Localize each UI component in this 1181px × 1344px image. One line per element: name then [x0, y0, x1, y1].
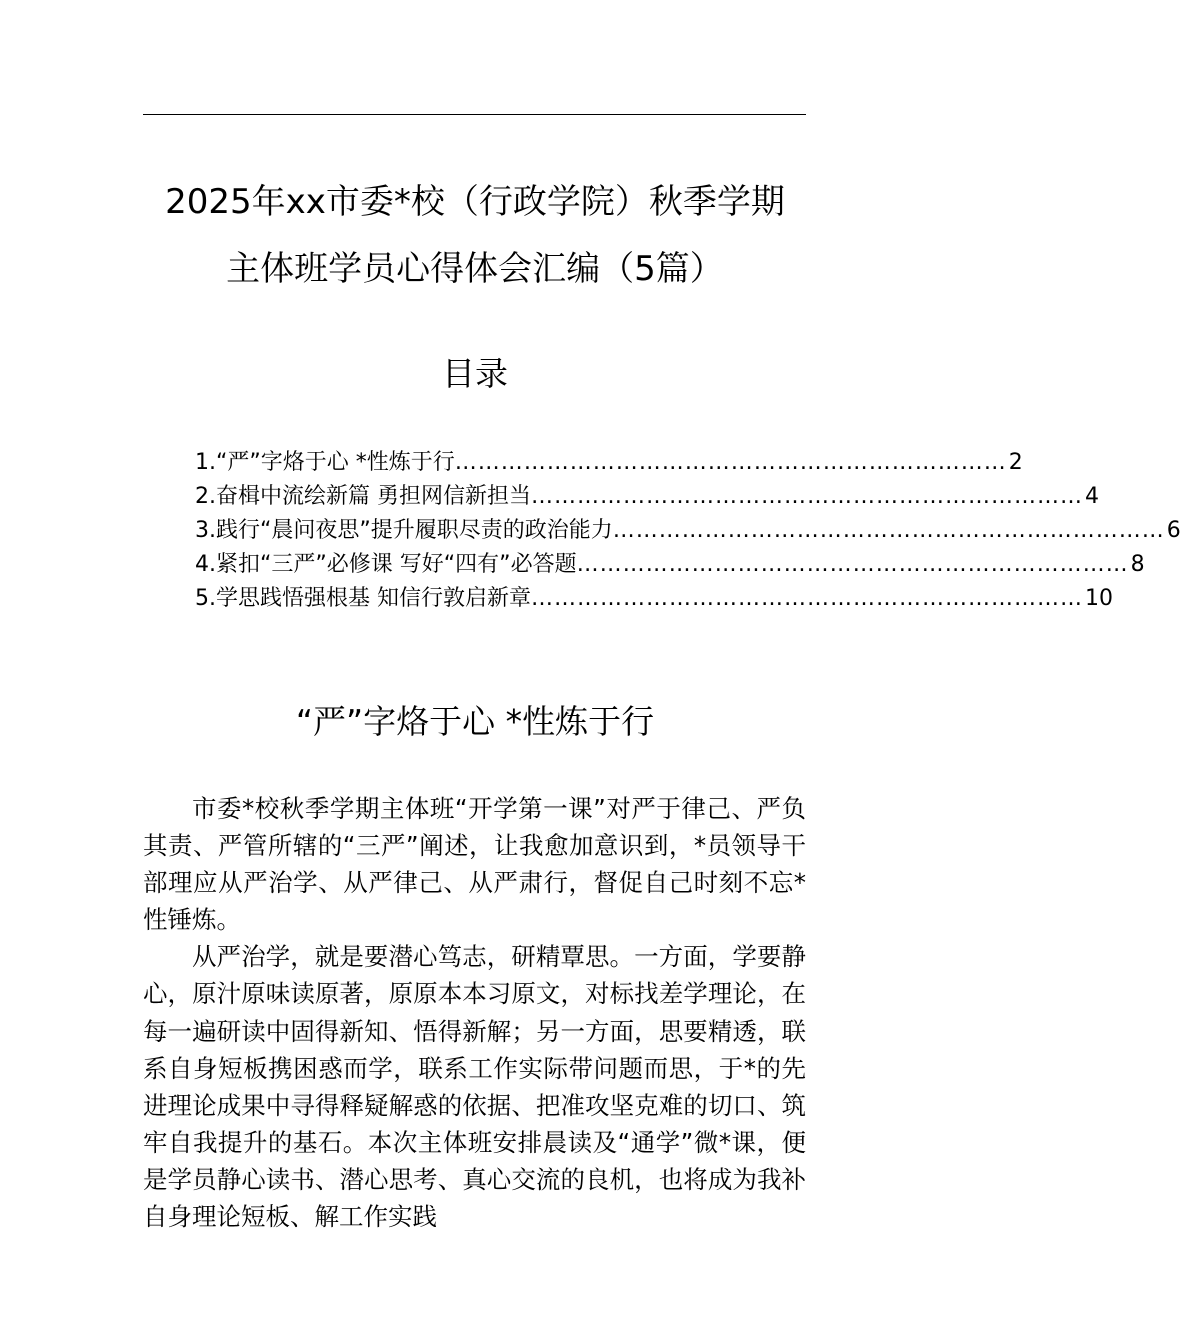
toc-leader-dots: ………………………………………………………………	[531, 484, 1083, 509]
table-of-contents	[195, 446, 1181, 616]
section-title: “严”字烙于心 *性炼于行	[295, 702, 655, 741]
toc-leader-dots: ………………………………………………………………	[531, 586, 1083, 611]
paragraph: 市委*校秋季学期主体班“开学第一课”对严于律己、严负其责、严管所辖的“三严”阐述，让我愈加意识到，*员领导干部理应从严治学、从严律己、从严肃行，督促自己时刻不忘*性锤炼。	[143, 794, 806, 935]
toc-leader-dots: ………………………………………………………………	[576, 552, 1129, 577]
toc-entry-page: 4	[1085, 484, 1099, 509]
toc-entry-page: 6	[1166, 518, 1181, 543]
document-title-line-2: 主体班学员心得体会汇编（5篇）	[226, 249, 724, 289]
toc-entry-page: 2	[1008, 450, 1023, 475]
toc-entry[interactable]	[195, 446, 1023, 480]
toc-entry-page: 8	[1130, 552, 1145, 577]
toc-entry[interactable]	[195, 480, 1099, 514]
toc-entry-label: 2.奋楫中流绘新篇 勇担网信新担当	[195, 484, 531, 509]
toc-leader-dots: ………………………………………………………………	[454, 450, 1007, 475]
paragraph: 从严治学，就是要潜心笃志，研精覃思。一方面，学要静心，原汁原味读原著，原原本本习原文，对标找差学理论，在每一遍研读中固得新知、悟得新解；另一方面，思要精透，联系自身短板携困惑而学，联系工作实际带问题而思，于*的先进理论成果中寻得释疑解惑的依据、把准攻坚克难的切口、筑牢自我提升的基石。本次主体班安排晨读及“通学”微*课，便是学员静心读书、潜心思考、真心交流的良机，也将成为我补自身理论短板、解工作实践	[143, 942, 806, 1232]
body-text	[143, 790, 806, 1235]
toc-leader-dots: ………………………………………………………………	[612, 518, 1165, 543]
toc-entry-label: 4.紧扣“三严”必修课 写好“四有”必答题	[195, 552, 577, 577]
toc-entry[interactable]	[195, 548, 1145, 582]
toc-entry[interactable]	[195, 582, 1113, 616]
toc-heading: 目录	[442, 354, 508, 393]
toc-entry-page: 10	[1085, 586, 1113, 611]
header-rule	[143, 114, 806, 115]
toc-entry[interactable]	[195, 514, 1181, 548]
document-title-line-1: 2025年xx市委*校（行政学院）秋季学期	[165, 182, 785, 222]
toc-entry-label: 1.“严”字烙于心 *性炼于行	[195, 450, 455, 475]
toc-entry-label: 3.践行“晨问夜思”提升履职尽责的政治能力	[195, 518, 613, 543]
toc-entry-label: 5.学思践悟强根基 知信行敦启新章	[195, 586, 531, 611]
